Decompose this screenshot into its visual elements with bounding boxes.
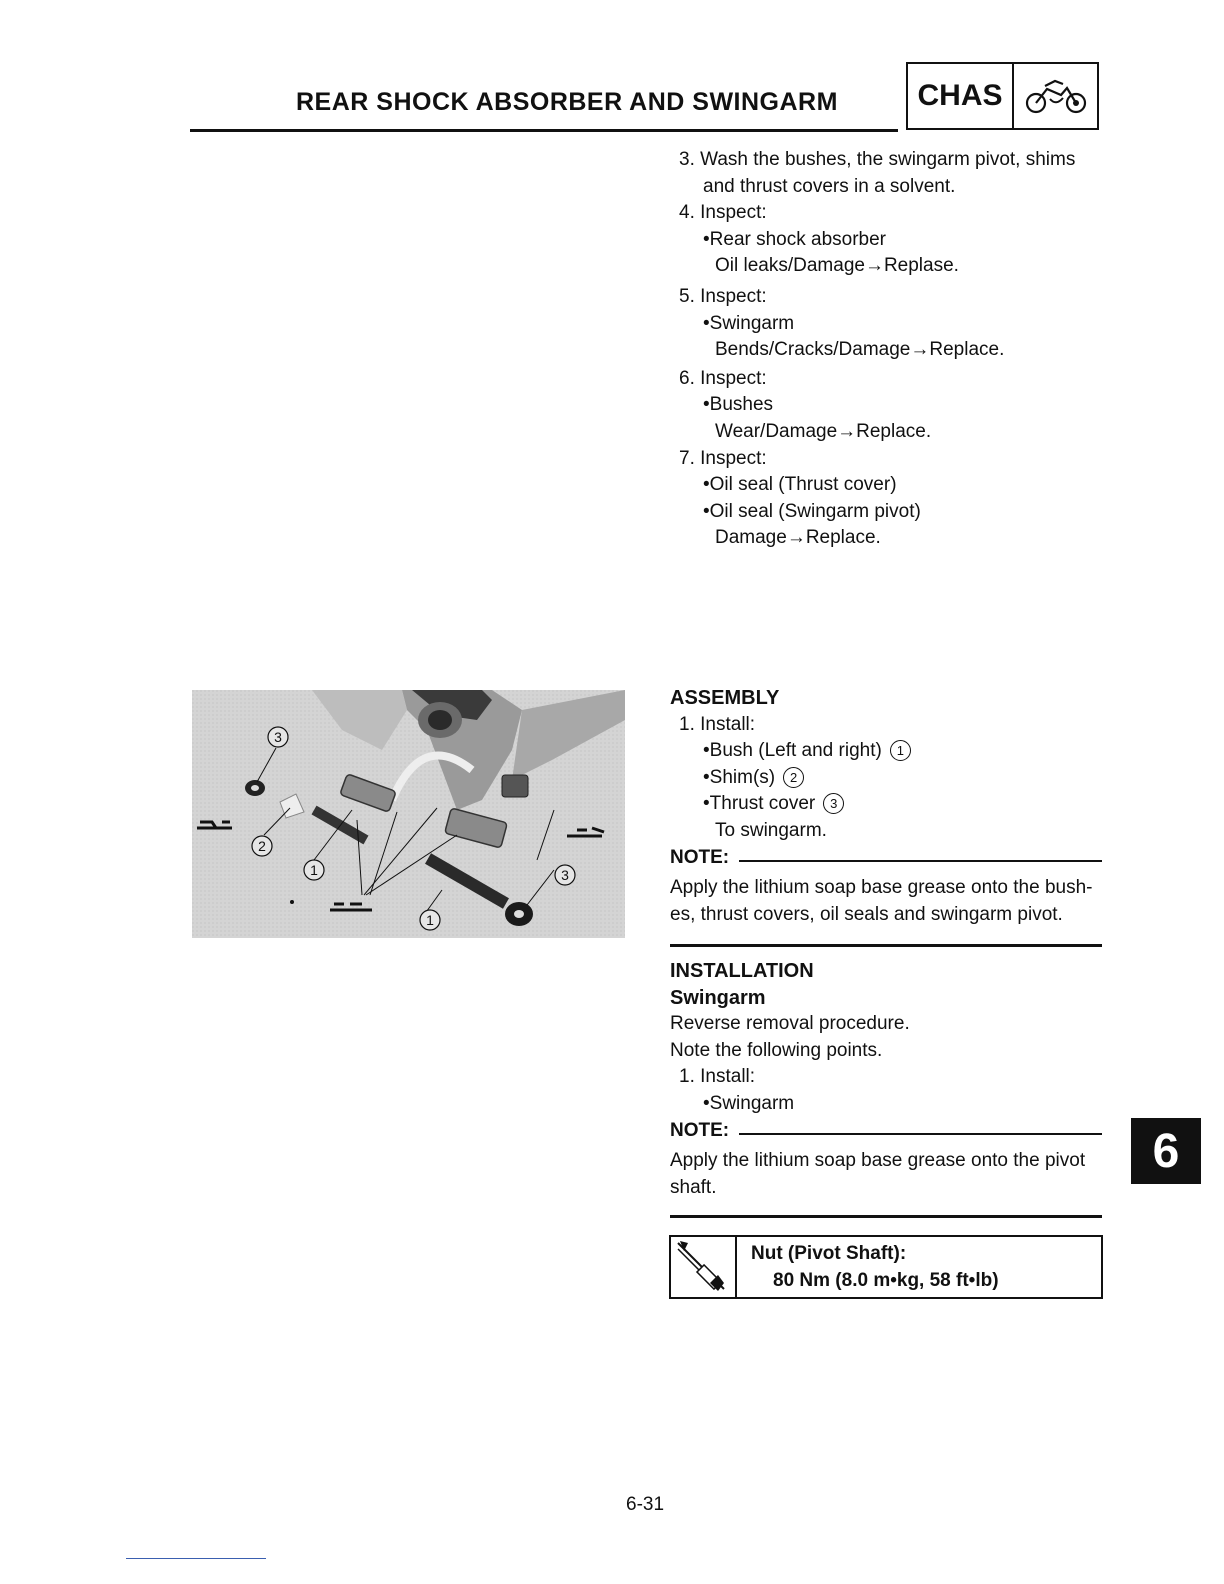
- step5: 5. Inspect:: [679, 285, 767, 307]
- step7: 7. Inspect:: [679, 447, 767, 469]
- page-number: 6-31: [626, 1494, 665, 1515]
- step3-line1: 3. Wash the bushes, the swingarm pivot, shims: [679, 149, 1076, 170]
- assembly-item2-text: •Shim(s): [703, 766, 776, 788]
- torque-spec-box: [669, 1235, 1103, 1299]
- assembly-section: [670, 685, 1102, 947]
- assembly-figure: [192, 690, 625, 938]
- header-rule: [190, 129, 898, 132]
- step6-item: •Bushes: [703, 394, 774, 416]
- callout-1b: 1: [426, 912, 434, 928]
- section-badge: [906, 62, 1099, 130]
- step5-item: •Swingarm: [703, 312, 795, 334]
- motorcycle-icon: [1014, 64, 1097, 128]
- assembly-item1: [670, 738, 1102, 765]
- note-rule: [739, 860, 1102, 862]
- assembly-item3: [670, 791, 1102, 818]
- installation-end-rule: [670, 1215, 1102, 1218]
- step4: 4. Inspect:: [679, 202, 767, 224]
- footer-rule: [126, 1558, 266, 1559]
- callout-1a: 1: [310, 862, 318, 878]
- installation-note-text: Apply the lithium soap base grease onto the pivot shaft.: [670, 1150, 1086, 1198]
- ref-3: 3: [823, 793, 844, 814]
- note-rule: [739, 1133, 1102, 1135]
- step4-item: •Rear shock absorber: [703, 228, 887, 250]
- step5-result: Bends/Cracks/Damage→Replace.: [715, 339, 1005, 361]
- assembly-item3-text: •Thrust cover: [703, 793, 816, 815]
- torque-text: [737, 1237, 999, 1297]
- installation-line2: Note the following points.: [670, 1039, 883, 1061]
- torque-label: Nut (Pivot Shaft):: [751, 1243, 907, 1264]
- badge-text: CHAS: [908, 64, 1014, 128]
- ref-1: 1: [890, 740, 911, 761]
- installation-item1: •Swingarm: [703, 1092, 795, 1114]
- callout-3a: 3: [274, 729, 282, 745]
- installation-section: [670, 958, 1102, 1218]
- assembly-note-header: [670, 845, 1102, 872]
- page-title: REAR SHOCK ABSORBER AND SWINGARM: [296, 88, 838, 116]
- step7-item1: •Oil seal (Thrust cover): [703, 474, 897, 496]
- assembly-step1: 1. Install:: [679, 713, 756, 735]
- step3-line2: and thrust covers in a solvent.: [703, 175, 956, 197]
- assembly-note-label: NOTE:: [670, 846, 730, 868]
- step6: 6. Inspect:: [679, 367, 767, 389]
- installation-subheading: Swingarm: [670, 986, 766, 1009]
- installation-heading: INSTALLATION: [670, 960, 814, 982]
- step7-item2: •Oil seal (Swingarm pivot): [703, 500, 921, 522]
- assembly-heading: ASSEMBLY: [670, 687, 780, 709]
- installation-step1: 1. Install:: [679, 1066, 756, 1088]
- torque-wrench-icon: [671, 1237, 737, 1297]
- assembly-end-rule: [670, 944, 1102, 947]
- step4-result: Oil leaks/Damage→Replase.: [715, 255, 959, 277]
- step6-result: Wear/Damage→Replace.: [715, 420, 932, 442]
- assembly-item1-text: •Bush (Left and right): [703, 740, 882, 762]
- chapter-tab: 6: [1131, 1118, 1201, 1184]
- installation-note-header: [670, 1118, 1102, 1145]
- step7-result: Damage→Replace.: [715, 527, 881, 549]
- torque-value: 80 Nm (8.0 m•kg, 58 ft•lb): [773, 1270, 999, 1291]
- assembly-note-text: Apply the lithium soap base grease onto the bush-es, thrust covers, oil seals and swingarm pivot.: [670, 877, 1093, 925]
- installation-note-label: NOTE:: [670, 1119, 730, 1141]
- inspection-steps: [670, 147, 1102, 552]
- callout-2: 2: [258, 838, 266, 854]
- callout-3b: 3: [561, 867, 569, 883]
- assembly-target: To swingarm.: [715, 819, 827, 841]
- installation-line1: Reverse removal procedure.: [670, 1013, 910, 1035]
- assembly-item2: [670, 765, 1102, 792]
- ref-2: 2: [783, 767, 804, 788]
